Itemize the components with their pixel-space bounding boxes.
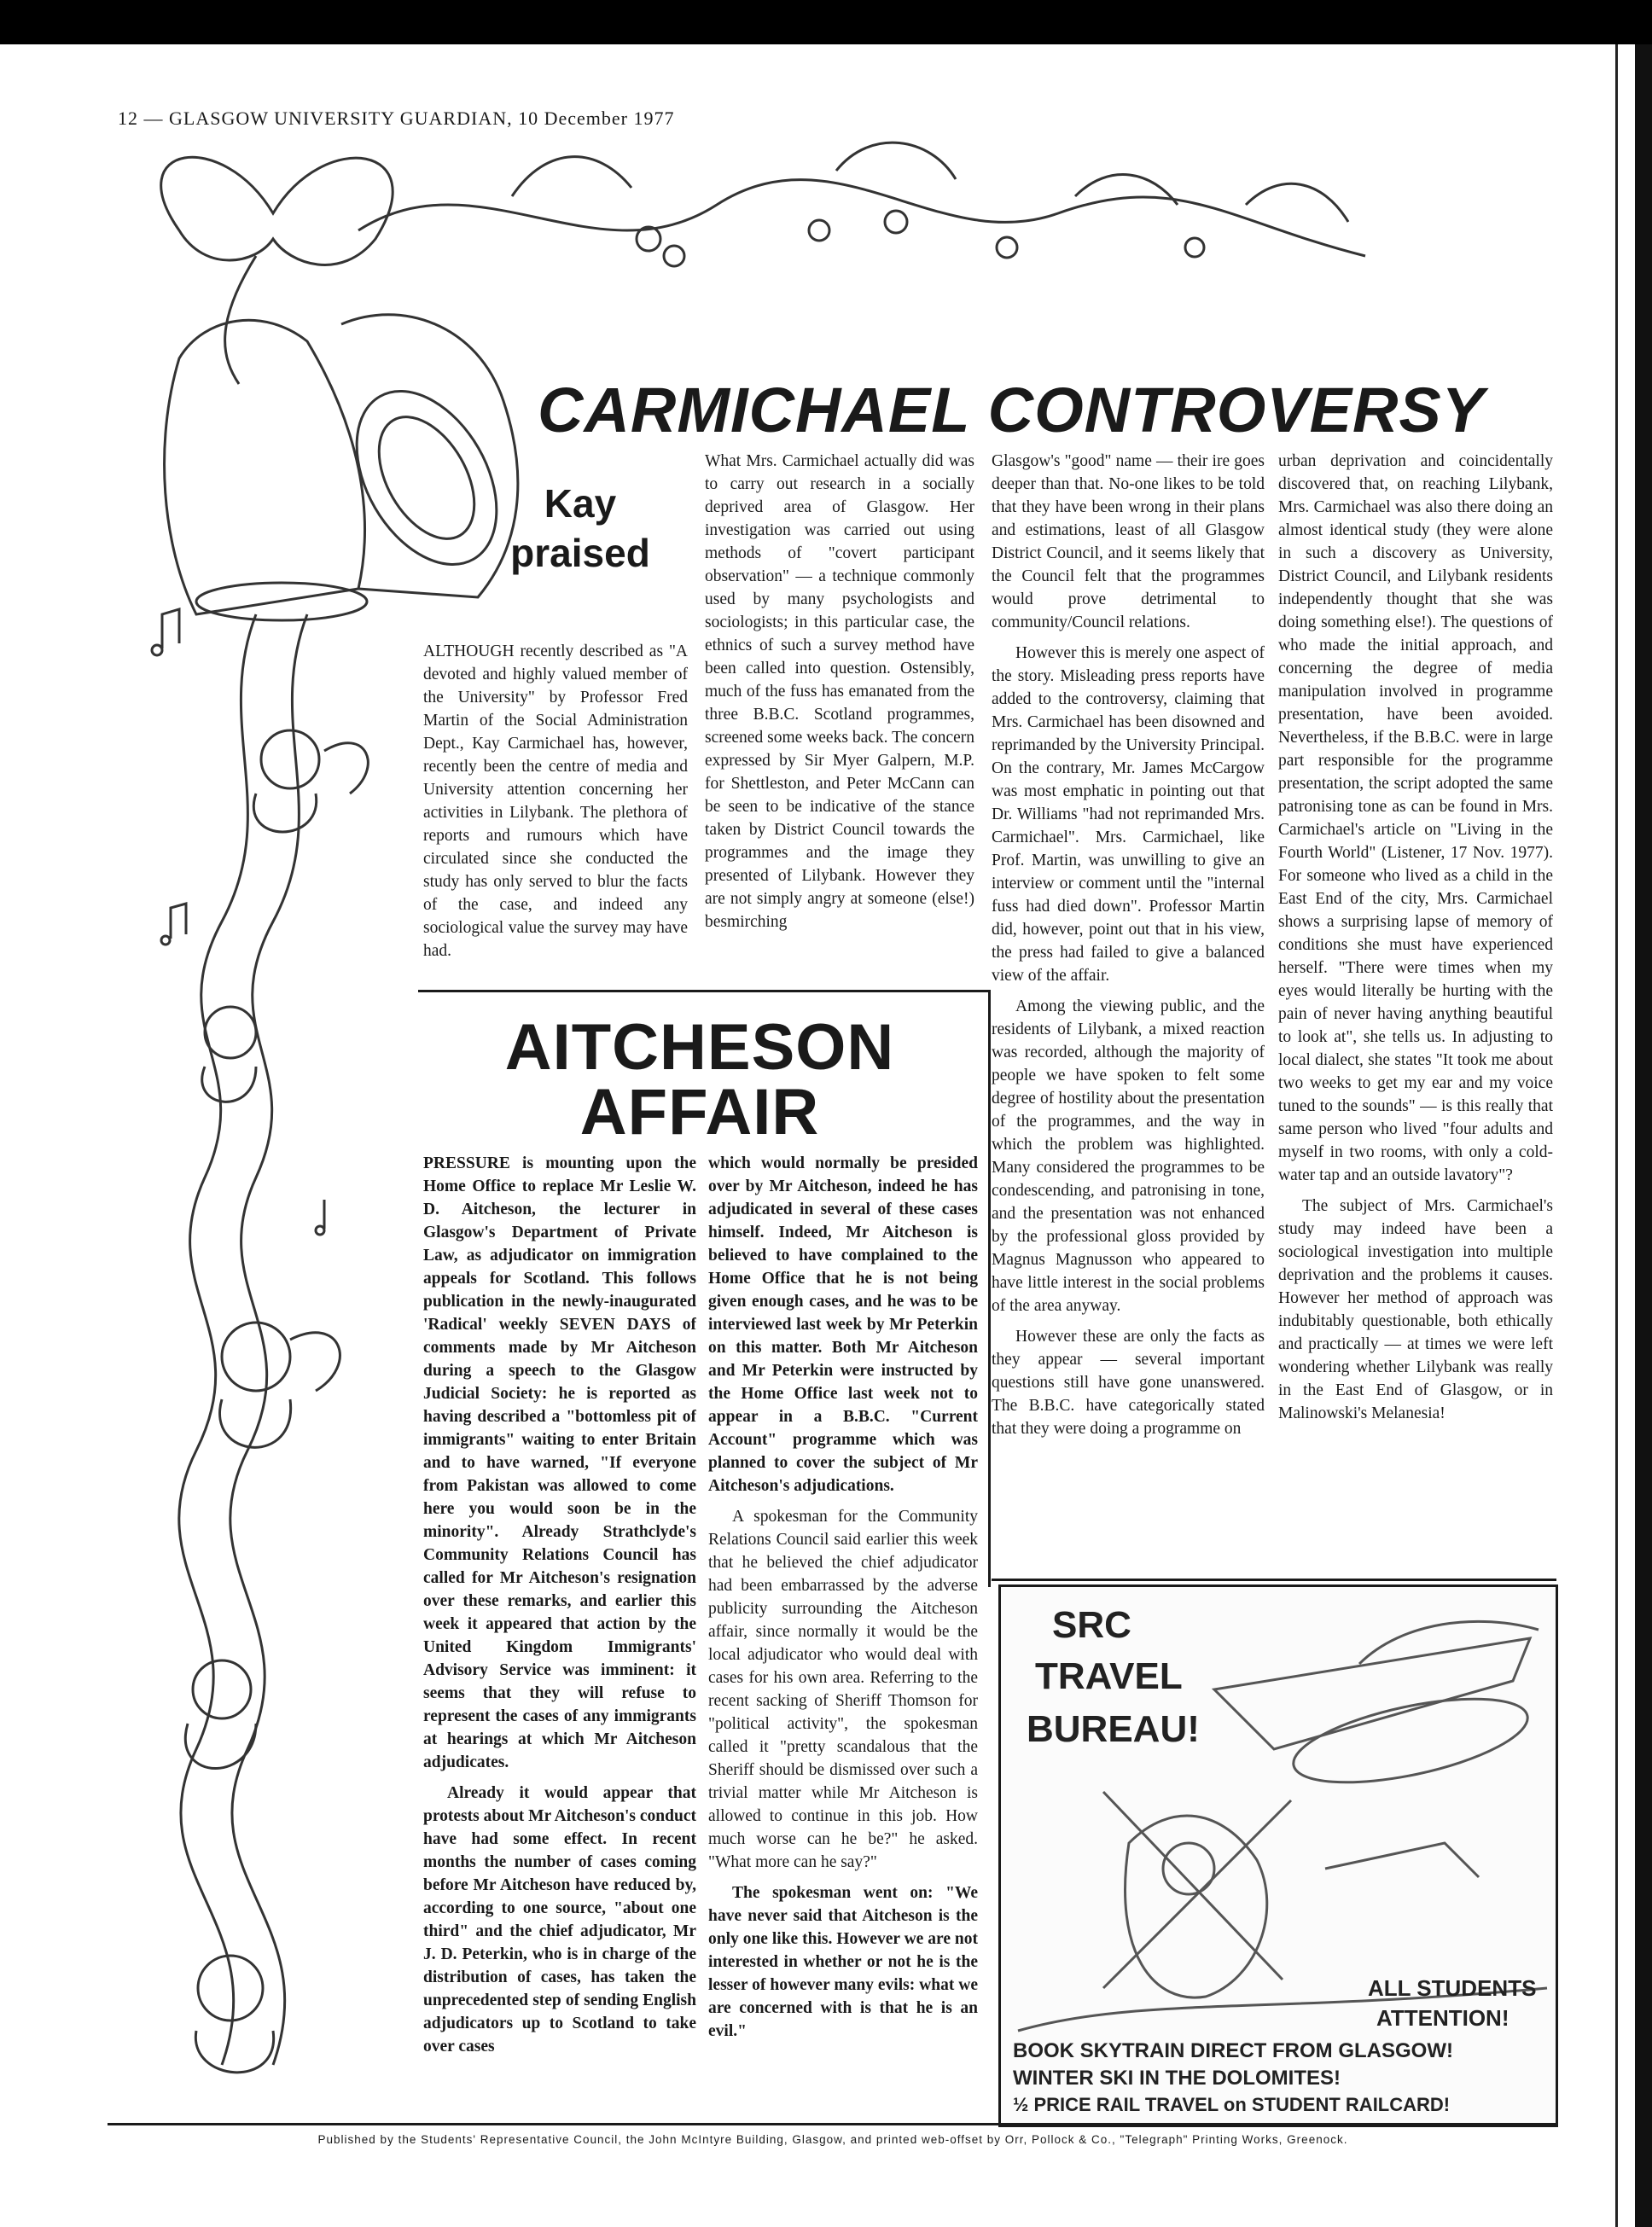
advert-book: BOOK SKYTRAIN DIRECT FROM GLASGOW! xyxy=(1013,2039,1453,2062)
travel-advert xyxy=(998,1584,1558,2127)
paragraph: A spokesman for the Community Relations Council said earlier this week that he believed the chief adjudicator had been embarrassed by the adverse publicity surrounding the Aitcheson affair, since normally it would be the local adjudicator who would deal with cases for his own area. Referring to the recent sacking of Sheriff Thomson for "political activity", the spokesman called it "pretty scandalous that the Sheriff should be dismissed over such a trivial matter while Mr Aitcheson is allowed to continue in this job. How much worse can he be?" he asked. "What more can he say?" xyxy=(708,1508,978,1871)
advert-rail: ½ PRICE RAIL TRAVEL on STUDENT RAILCARD! xyxy=(1013,2094,1451,2115)
aitcheson-headline xyxy=(461,1011,939,1148)
carmichael-col-1 xyxy=(423,640,688,981)
advert-line3: BUREAU! xyxy=(1027,1708,1200,1750)
sub-headline-line1: Kay xyxy=(544,481,617,526)
carmichael-col-4 xyxy=(1278,450,1553,1576)
aitcheson-col-1 xyxy=(423,1152,696,2118)
aitcheson-col-2 xyxy=(708,1152,978,2118)
paragraph: The spokesman went on: "We have never said that Aitcheson is the only one like this. However we are not interested in whether or not he is the lesser of however many evils: what we are concerned with is that he is an evil." xyxy=(708,1884,978,2040)
advert-slogan1: ALL STUDENTS xyxy=(1368,1975,1537,2001)
imprint-footer: Published by the Students' Representative Council, the John McIntyre Building, Glasgow, and printed web-offset by Orr, Pollock & Co., "Telegraph" Printing Works, Greenock. xyxy=(317,2133,1348,2146)
paragraph: Glasgow's "good" name — their ire goes deeper than that. No-one likes to be told that they have been wrong in their plans and estimations, least of all Glasgow District Council, and it seems likely that the Council felt that the programmes would prove detrimental to community/Council relations. xyxy=(992,452,1265,631)
paragraph: ALTHOUGH recently described as "A devoted and highly valued member of the University" by Professor Fred Martin of the Social Administration Dept., Kay Carmichael has, however, recently been the centre of media and University attention concerning her activities in Lilybank. The plethora of reports and rumours which have circulated since she conducted the study has only served to blur the facts of the case, and indeed any sociological value the survey may have had. xyxy=(423,643,688,960)
column-rule xyxy=(988,990,991,1587)
advert-slogan2: ATTENTION! xyxy=(1376,2005,1509,2031)
masthead: 12 — GLASGOW UNIVERSITY GUARDIAN, 10 December 1977 xyxy=(118,108,675,129)
advert-winter: WINTER SKI IN THE DOLOMITES! xyxy=(1013,2067,1341,2090)
carmichael-col-3 xyxy=(992,450,1265,1584)
paragraph: However these are only the facts as they appear — several important questions still have gone unanswered. The B.B.C. have categorically stated that they were doing a programme on xyxy=(992,1328,1265,1438)
scan-top-border xyxy=(0,0,1652,44)
main-headline: CARMICHAEL CONTROVERSY xyxy=(538,375,1486,445)
carmichael-col-2 xyxy=(705,450,974,983)
aitcheson-headline-line2: AFFAIR xyxy=(579,1076,820,1148)
paragraph: However this is merely one aspect of the story. Misleading press reports have added to the controversy, claiming that Mrs. Carmichael has been disowned and reprimanded by the University Principal. On the contrary, Mr. James McCargow was most emphatic in pointing out that Dr. Williams "had not reprimanded Mrs. Carmichael". Mrs. Carmichael, like Prof. Martin, was unwilling to give an interview or comment until the "internal fuss had died down". Professor Martin did, however, point out that in his view, the press had failed to give a balanced view of the affair. xyxy=(992,644,1265,985)
paragraph: Among the viewing public, and the residents of Lilybank, a mixed reaction was recorded, although the majority of people we have spoken to felt some degree of hostility about the presentation of the programmes, and the way in which the problem was highlighted. Many considered the programmes to be condescending, and patronising in tone, and the presentation was not enhanced by the professional gloss provided by Magnus Magnusson who appeared to have little interest in the social problems of the area anyway. xyxy=(992,997,1265,1315)
sub-headline xyxy=(478,480,683,578)
aitcheson-headline-line1: AITCHESON xyxy=(504,1011,895,1084)
paragraph: PRESSURE is mounting upon the Home Office to replace Mr Leslie W. D. Aitcheson, the lecturer in Glasgow's Department of Private Law, as adjudicator on immigration appeals for Scotland. This follows publication in the newly-inaugurated 'Radical' weekly SEVEN DAYS of comments made by Mr Aitcheson during a speech to the Glasgow Judicial Society: he is reported as having described a "bottomless pit of immigrants" waiting to enter Britain and to have warned, "If everyone from Pakistan was allowed to come here you would soon be in the minority". Already Strathclyde's Community Relations Council has called for Mr Aitcheson's resignation over these remarks, and earlier this week it appeared that action by the United Kingdom Immigrants' Advisory Service was imminent: it seems that they will refuse to represent the cases of any immigrants at hearings at which Mr Aitcheson adjudicates. xyxy=(423,1154,696,1771)
advert-line1: SRC xyxy=(1052,1604,1131,1646)
paragraph: What Mrs. Carmichael actually did was to carry out research in a socially deprived area of Glasgow. Her investigation was carried out using methods of "covert participant observation" — a technique commonly used by many psychologists and sociologists; in this particular case, the ethnics of such a survey method have been called into question. Ostensibly, much of the fuss has emanated from the three B.B.C. Scotland programmes, screened some weeks back. The concern expressed by Sir Myer Galpern, M.P. for Shettleston, and Peter McCann can be seen to be indicative of the stance taken by District Council towards the programmes and the image they presented of Lilybank. However they are not simply angry at someone (else!) besmirching xyxy=(705,452,974,931)
section-rule xyxy=(418,990,990,992)
advert-top-rule xyxy=(992,1579,1556,1581)
paragraph: urban deprivation and coincidentally discovered that, on reaching Lilybank, Mrs. Carmichael was also there doing an almost identical study (they were alone in such a discovery as University, District Council, and Lilybank residents independently thought that she was doing something else!). The questions of who made the initial approach, and concerning the degree of media manipulation involved in programme presentation, have been avoided. Nevertheless, if the B.B.C. were in large part responsible for the programme presentation, the script adopted the same patronising tone as can be found in Mrs. Carmichael's article on "Living in the Fourth World" (Listener, 17 Nov. 1977). For someone who lived as a child in the East End of the city, Mrs. Carmichael shows a surprising lapse of memory of conditions she must have experienced herself. "There were times when my eyes would literally be hurting with the pain of never having anything beautiful to look at", she tells us. In adjusting to local dialect, she states "It took me about two weeks to get my ear and my voice tuned to the sounds" — is this really that same person who lived "four adults and myself in two rooms, with only a cold-water tap and an outside lavatory"? xyxy=(1278,452,1553,1184)
paragraph: The subject of Mrs. Carmichael's study may indeed have been a sociological investigation into multiple deprivation and the problems it causes. However her method of approach was indubitably questionable, both ethically and practically — at times we were left wondering whether Lilybank was really in the East End of Glasgow, or in Malinowski's Melanesia! xyxy=(1278,1197,1553,1422)
scan-right-rule xyxy=(1615,44,1618,2227)
advert-line2: TRAVEL xyxy=(1035,1655,1183,1697)
paragraph: which would normally be presided over by Mr Aitcheson, indeed he has adjudicated in several of these cases himself. Indeed, Mr Aitcheson is believed to have complained to the Home Office that he is not being given enough cases, and he was to be interviewed last week by Mr Peterkin on this matter. Both Mr Aitcheson and Mr Peterkin were instructed by the Home Office last week not to appear in a B.B.C. "Current Account" programme which was planned to cover the subject of Mr Aitcheson's adjudications. xyxy=(708,1154,978,1495)
paragraph: Already it would appear that protests about Mr Aitcheson's conduct have had some effect. In recent months the number of cases coming before Mr Aitcheson have reduced by, according to one source, "about one third" and the chief adjudicator, Mr J. D. Peterkin, who is in charge of the distribution of cases, has taken the unprecedented step of sending English adjudicators up to Scotland to take over cases xyxy=(423,1784,696,2055)
footer-rule xyxy=(108,2123,1558,2125)
sub-headline-line2: praised xyxy=(510,530,650,575)
scan-right-border xyxy=(1635,44,1652,2227)
